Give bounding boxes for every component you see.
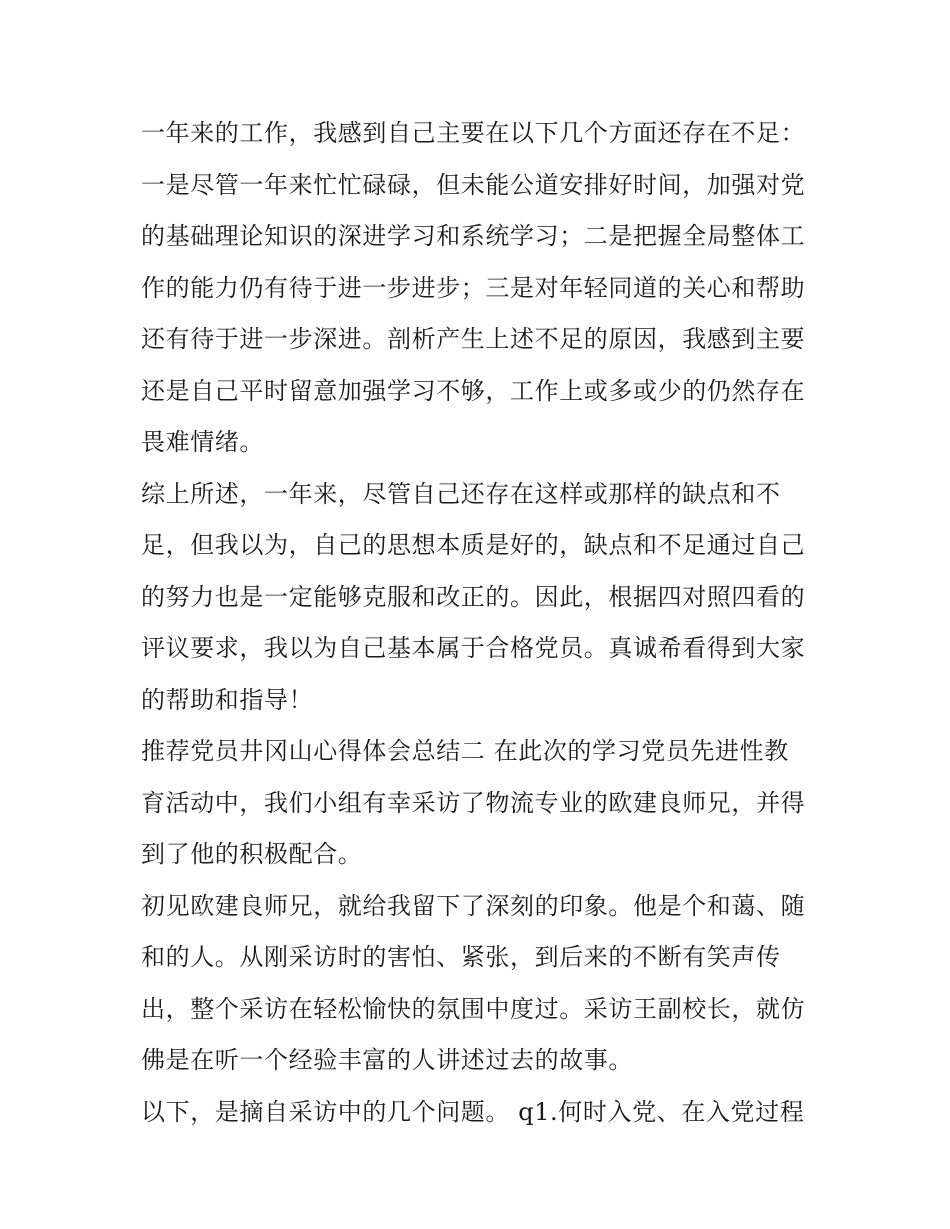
- text-line: 一是尽管一年来忙忙碌碌，但未能公道安排好时间，加强对党: [141, 170, 806, 199]
- text-line: 作的能力仍有待于进一步进步；三是对年轻同道的关心和帮助: [141, 273, 806, 302]
- text-line: 畏难情绪。: [141, 428, 264, 456]
- text-line: 还有待于进一步深进。剖析产生上述不足的原因，我感到主要: [141, 325, 806, 353]
- text-line: 出，整个采访在轻松愉快的氛围中度过。采访王副校长，就仿: [141, 994, 806, 1023]
- text-line: 和的人。从刚采访时的害怕、紧张，到后来的不断有笑声传: [141, 943, 781, 971]
- text-line: 初见欧建良师兄，就给我留下了深刻的印象。他是个和蔼、随: [141, 891, 806, 920]
- text-line: 综上所述，一年来，尽管自己还存在这样或那样的缺点和不: [141, 479, 781, 508]
- text-line: 的基础理论知识的深进学习和系统学习；二是把握全局整体工: [141, 222, 806, 250]
- text-line: 评议要求，我以为自己基本属于合格党员。真诚希看得到大家: [141, 634, 806, 662]
- text-line: 足，但我以为，自己的思想本质是好的，缺点和不足通过自己: [141, 531, 806, 559]
- document-body: [141, 108, 821, 1138]
- text-line: 育活动中，我们小组有幸采访了物流专业的欧建良师兄，并得: [141, 788, 806, 817]
- text-line: 到了他的积极配合。: [141, 840, 363, 868]
- text-line: 佛是在听一个经验丰富的人讲述过去的故事。: [141, 1046, 633, 1074]
- text-line: 以下，是摘自采访中的几个问题。 q1.何时入党、在入党过程: [141, 1097, 805, 1126]
- text-line: 一年来的工作，我感到自己主要在以下几个方面还存在不足：: [141, 119, 806, 147]
- text-line: 的帮助和指导！: [141, 685, 314, 714]
- text-line: 推荐党员井冈山心得体会总结二 在此次的学习党员先进性教: [141, 737, 789, 765]
- text-line: 的努力也是一定能够克服和改正的。因此，根据四对照四看的: [141, 582, 806, 611]
- text-line: 还是自己平时留意加强学习不够，工作上或多或少的仍然存在: [141, 376, 806, 405]
